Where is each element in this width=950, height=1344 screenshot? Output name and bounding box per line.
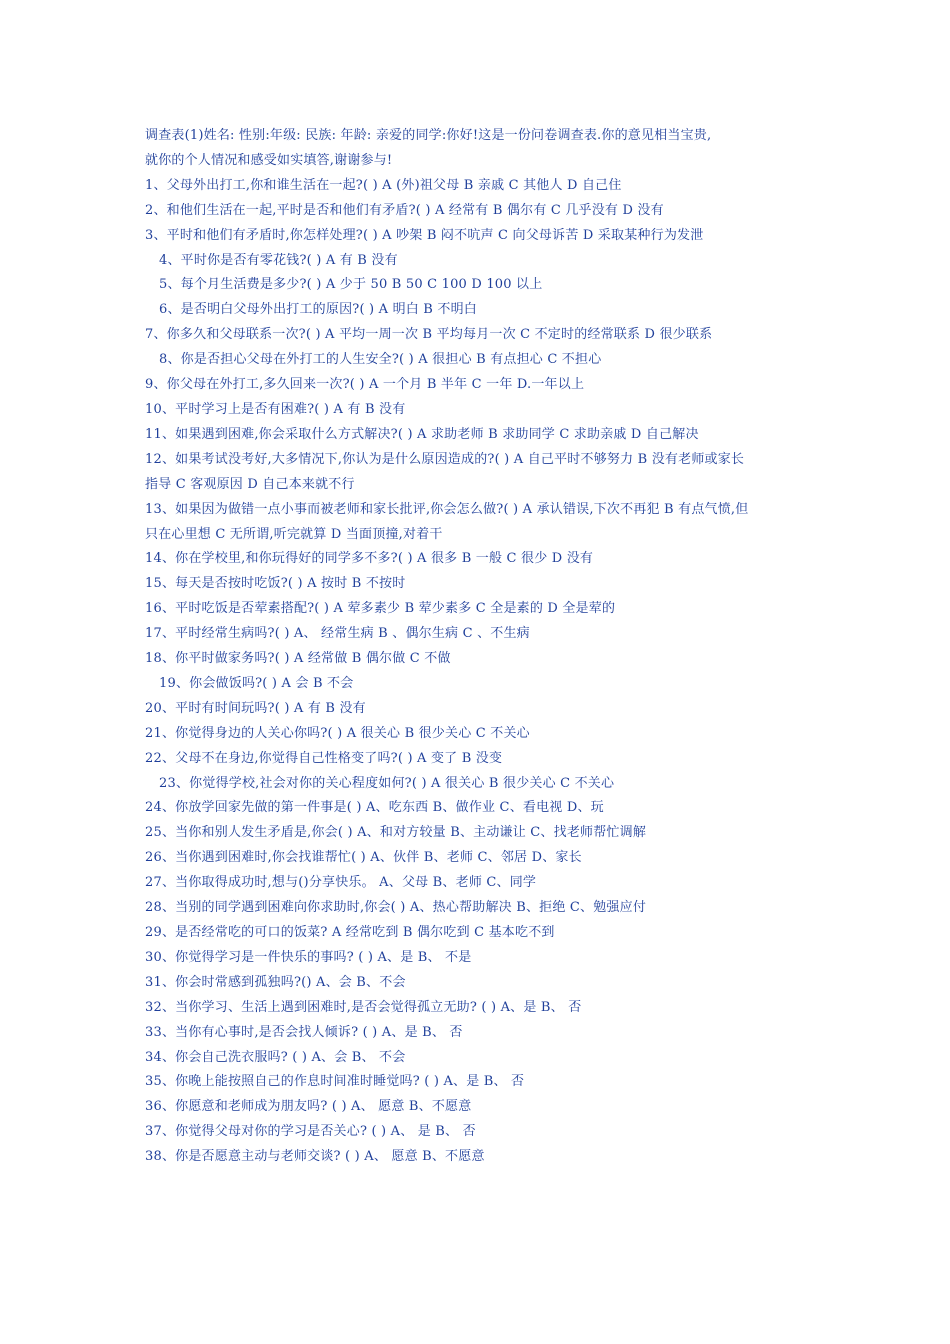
survey-question-line: 12、如果考试没考好,大多情况下,你认为是什么原因造成的?( ) A 自己平时不够努力 B 没有老师或家长 xyxy=(145,451,745,467)
survey-question-line: 30、你觉得学习是一件快乐的事吗? ( ) A、是 B、 不是 xyxy=(145,949,472,965)
survey-question-line: 36、你愿意和老师成为朋友吗? ( ) A、 愿意 B、不愿意 xyxy=(145,1099,472,1115)
survey-question-line: 38、你是否愿意主动与老师交谈? ( ) A、 愿意 B、不愿意 xyxy=(145,1149,485,1165)
survey-question-line: 37、你觉得父母对你的学习是否关心? ( ) A、 是 B、 否 xyxy=(145,1124,476,1140)
survey-intro-line: 就你的个人情况和感受如实填答,谢谢参与! xyxy=(145,152,393,168)
survey-question-line: 29、是否经常吃的可口的饭菜? A 经常吃到 B 偶尔吃到 C 基本吃不到 xyxy=(145,925,555,940)
survey-question-line: 28、当别的同学遇到困难向你求助时,你会( ) A、热心帮助解决 B、拒绝 C、勉强应付 xyxy=(145,900,647,916)
survey-question-line: 5、每个月生活费是多少?( ) A 少于 50 B 50 C 100 D 100 以上 xyxy=(159,277,543,293)
survey-question-line: 21、你觉得身边的人关心你吗?( ) A 很关心 B 很少关心 C 不关心 xyxy=(145,725,530,741)
survey-question-line: 9、你父母在外打工,多久回来一次?( ) A 一个月 B 半年 C 一年 D.一年以上 xyxy=(145,377,585,393)
survey-question-line: 14、你在学校里,和你玩得好的同学多不多?( ) A 很多 B 一般 C 很少 D 没有 xyxy=(145,551,594,567)
survey-question-line: 27、当你取得成功时,想与()分享快乐。 A、父母 B、老师 C、同学 xyxy=(145,875,537,891)
survey-question-line: 15、每天是否按时吃饭?( ) A 按时 B 不按时 xyxy=(145,576,406,592)
survey-question-line: 6、是否明白父母外出打工的原因?( ) A 明白 B 不明白 xyxy=(159,302,477,318)
survey-question-line: 22、父母不在身边,你觉得自己性格变了吗?( ) A 变了 B 没变 xyxy=(145,750,503,766)
survey-question-line: 18、你平时做家务吗?( ) A 经常做 B 偶尔做 C 不做 xyxy=(145,651,451,667)
survey-question-line: 指导 C 客观原因 D 自己本来就不行 xyxy=(145,476,355,492)
survey-question-line: 35、你晚上能按照自己的作息时间准时睡觉吗? ( ) A、是 B、 否 xyxy=(145,1074,525,1090)
survey-question-line: 32、当你学习、生活上遇到困难时,是否会觉得孤立无助? ( ) A、是 B、 否 xyxy=(145,999,582,1015)
survey-question-line: 31、你会时常感到孤独吗?() A、会 B、不会 xyxy=(145,974,406,990)
survey-text-body xyxy=(145,124,825,1170)
survey-question-line: 20、平时有时间玩吗?( ) A 有 B 没有 xyxy=(145,700,366,716)
survey-question-line: 34、你会自己洗衣服吗? ( ) A、会 B、 不会 xyxy=(145,1049,406,1065)
survey-question-line: 2、和他们生活在一起,平时是否和他们有矛盾?( ) A 经常有 B 偶尔有 C 几乎没有 D 没有 xyxy=(145,202,664,218)
survey-question-line: 13、如果因为做错一点小事而被老师和家长批评,你会怎么做?( ) A 承认错误,下次不再犯 B 有点气愤,但 xyxy=(145,501,749,517)
survey-question-line: 25、当你和别人发生矛盾是,你会( ) A、和对方较量 B、主动谦让 C、找老师帮忙调解 xyxy=(145,825,647,841)
survey-question-line: 19、你会做饭吗?( ) A 会 B 不会 xyxy=(159,675,354,691)
survey-question-line: 4、平时你是否有零花钱?( ) A 有 B 没有 xyxy=(159,252,398,268)
survey-question-line: 26、当你遇到困难时,你会找谁帮忙( ) A、伙伴 B、老师 C、邻居 D、家长 xyxy=(145,850,582,866)
survey-question-line: 1、父母外出打工,你和谁生活在一起?( ) A (外)祖父母 B 亲戚 C 其他人 D 自己住 xyxy=(145,177,622,193)
survey-question-line: 33、当你有心事时,是否会找人倾诉? ( ) A、是 B、 否 xyxy=(145,1024,463,1040)
survey-question-line: 17、平时经常生病吗?( ) A、 经常生病 B 、偶尔生病 C 、不生病 xyxy=(145,626,530,642)
survey-question-line: 3、平时和他们有矛盾时,你怎样处理?( ) A 吵架 B 闷不吭声 C 向父母诉苦 D 采取某种行为发泄 xyxy=(145,227,704,243)
survey-question-line: 11、如果遇到困难,你会采取什么方式解决?( ) A 求助老师 B 求助同学 C 求助亲戚 D 自己解决 xyxy=(145,426,699,442)
survey-question-line: 23、你觉得学校,社会对你的关心程度如何?( ) A 很关心 B 很少关心 C 不关心 xyxy=(159,775,615,791)
survey-question-line: 10、平时学习上是否有困难?( ) A 有 B 没有 xyxy=(145,401,406,417)
survey-question-line: 16、平时吃饭是否荤素搭配?( ) A 荤多素少 B 荤少素多 C 全是素的 D 全是荤的 xyxy=(145,601,616,617)
survey-intro-line: 调查表(1)姓名: 性别:年级: 民族: 年龄: 亲爱的同学:你好!这是一份问卷调查表.你的意见相当宝贵, xyxy=(145,128,712,143)
survey-question-line: 24、你放学回家先做的第一件事是( ) A、吃东西 B、做作业 C、看电视 D、玩 xyxy=(145,800,604,816)
survey-question-line: 只在心里想 C 无所谓,听完就算 D 当面顶撞,对着干 xyxy=(145,526,443,542)
survey-question-line: 8、你是否担心父母在外打工的人生安全?( ) A 很担心 B 有点担心 C 不担心 xyxy=(159,352,602,368)
survey-question-line: 7、你多久和父母联系一次?( ) A 平均一周一次 B 平均每月一次 C 不定时的经常联系 D 很少联系 xyxy=(145,327,713,343)
